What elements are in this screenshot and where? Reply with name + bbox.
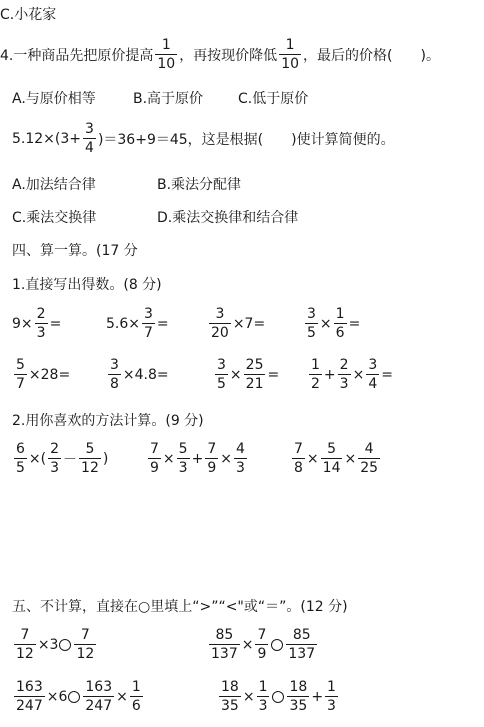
operator: + — [311, 688, 324, 705]
fraction: $\frac{3}{5}$ — [307, 306, 316, 341]
fraction: $\frac{4}{25}$ — [360, 441, 379, 476]
fraction: $\frac{18}{35}$ — [221, 679, 239, 714]
operator: × — [352, 366, 365, 383]
fraction: $\frac{1}{6}$ — [335, 306, 345, 341]
operator: × — [116, 688, 128, 705]
text: 9× — [12, 315, 33, 332]
text: ×28= — [28, 366, 71, 383]
operator: × — [241, 636, 254, 653]
fraction: $\frac{1}{2}$ — [311, 357, 320, 392]
q4-text-before: 4.一种商品先把原价提高 — [0, 47, 154, 64]
compare-r1-2 — [207, 628, 319, 661]
section-5-title: 五、不计算，直接在○里填上“>”“<"或“＝”。(12 分) — [12, 599, 348, 615]
text: ×7= — [232, 315, 266, 332]
q5-option-b: B.乘法分配律 — [157, 177, 242, 193]
operator: × — [220, 450, 232, 467]
fraction: $\frac{2}{3}$ — [339, 357, 349, 392]
section-4-title: 四、算一算。(17 分 — [12, 243, 138, 259]
text: = — [49, 315, 62, 332]
section-4-part-1-title: 1.直接写出得数。(8 分) — [12, 277, 162, 293]
fraction: $\frac{5}{7}$ — [16, 357, 25, 392]
expr-r1-4 — [303, 307, 360, 340]
fraction: $\frac{3}{20}$ — [211, 306, 229, 341]
operator: ×3 — [37, 636, 59, 653]
fraction: $\frac{7}{9}$ — [257, 627, 267, 662]
q4-fraction-2: $\frac{1}{10}$ — [281, 37, 300, 72]
operator: ×6 — [46, 688, 68, 705]
q4-option-a: A.与原价相等 — [12, 91, 96, 107]
fraction: $\frac{18}{35}$ — [289, 679, 308, 714]
text: = — [156, 315, 169, 332]
fraction: $\frac{7}{12}$ — [16, 627, 34, 662]
fraction: $\frac{163}{247}$ — [16, 679, 43, 714]
expr-r3-2 — [146, 442, 249, 475]
operator: － — [63, 451, 78, 468]
operator: + — [191, 450, 204, 467]
q4-text-after: ，最后的价格( )。 — [303, 47, 440, 64]
expr-r1-2 — [106, 307, 169, 340]
q4-text-mid: ，再按现价降低 — [179, 47, 278, 64]
fraction: $\frac{1}{6}$ — [131, 679, 141, 714]
compare-circle[interactable] — [59, 639, 71, 651]
fraction: $\frac{163}{247}$ — [85, 679, 113, 714]
operator: × — [344, 450, 357, 467]
q4-option-b: B.高于原价 — [133, 91, 204, 107]
expr-r2-3 — [213, 358, 279, 391]
operator: × — [319, 315, 332, 332]
q5-fraction: $\frac{3}{4}$ — [85, 121, 94, 156]
operator: + — [323, 366, 336, 383]
fraction: $\frac{1}{3}$ — [327, 679, 336, 714]
fraction: $\frac{2}{3}$ — [50, 441, 60, 476]
question-5 — [12, 122, 395, 155]
expr-r1-3 — [207, 307, 265, 340]
fraction: $\frac{5}{14}$ — [322, 441, 341, 476]
expr-r2-2 — [106, 358, 169, 391]
expr-r2-4 — [307, 358, 393, 391]
fraction: $\frac{85}{137}$ — [288, 627, 316, 662]
operator: × — [162, 450, 175, 467]
text: ×4.8= — [122, 366, 169, 383]
fraction: $\frac{7}{9}$ — [207, 441, 217, 476]
fraction: $\frac{5}{3}$ — [178, 441, 188, 476]
fraction: $\frac{7}{9}$ — [150, 441, 159, 476]
fraction: $\frac{6}{5}$ — [16, 441, 25, 476]
text: = — [348, 315, 361, 332]
fraction: $\frac{7}{8}$ — [294, 441, 303, 476]
compare-circle[interactable] — [271, 639, 283, 651]
question-4 — [0, 38, 440, 71]
compare-circle[interactable] — [272, 691, 284, 703]
fraction: $\frac{5}{12}$ — [81, 441, 99, 476]
q5-text-before: 5.12×(3+ — [12, 130, 82, 147]
text: = — [267, 366, 280, 383]
expr-r3-1 — [12, 442, 108, 475]
compare-r2-2 — [217, 680, 340, 713]
fraction: $\frac{3}{5}$ — [217, 357, 226, 392]
fraction: $\frac{1}{3}$ — [258, 679, 268, 714]
fraction: $\frac{25}{21}$ — [245, 357, 264, 392]
fraction: $\frac{2}{3}$ — [36, 306, 46, 341]
fraction: $\frac{3}{4}$ — [368, 357, 378, 392]
fraction: $\frac{3}{8}$ — [110, 357, 119, 392]
expr-r2-1 — [12, 358, 70, 391]
operator: × — [242, 688, 255, 705]
q5-option-d: D.乘法交换律和结合律 — [157, 210, 299, 226]
compare-circle[interactable] — [68, 691, 80, 703]
fraction: $\frac{7}{12}$ — [76, 627, 95, 662]
fraction: $\frac{3}{7}$ — [144, 306, 153, 341]
text: ) — [102, 450, 109, 467]
q5-option-c: C.乘法交换律 — [12, 210, 97, 226]
text: = — [381, 366, 393, 383]
expr-r1-1 — [12, 307, 61, 340]
fraction: $\frac{85}{137}$ — [211, 627, 238, 662]
q5-text-after: )＝36+9＝45，这是根据( )使计算简便的。 — [97, 131, 395, 148]
q4-fraction-1: $\frac{1}{10}$ — [157, 37, 176, 72]
section-4-part-2-title: 2.用你喜欢的方法计算。(9 分) — [12, 413, 204, 429]
expr-r3-3 — [290, 442, 382, 475]
operator: × — [229, 366, 242, 383]
text: 5.6× — [106, 315, 140, 332]
operator: × — [306, 450, 319, 467]
compare-r2-1 — [12, 680, 145, 713]
q5-option-a: A.加法结合律 — [12, 177, 96, 193]
q4-option-c: C.低于原价 — [238, 91, 309, 107]
compare-r1-1 — [12, 628, 98, 661]
operator: ×( — [28, 450, 47, 467]
fraction: $\frac{4}{3}$ — [235, 441, 245, 476]
q3-option-c: C.小花家 — [0, 7, 57, 23]
